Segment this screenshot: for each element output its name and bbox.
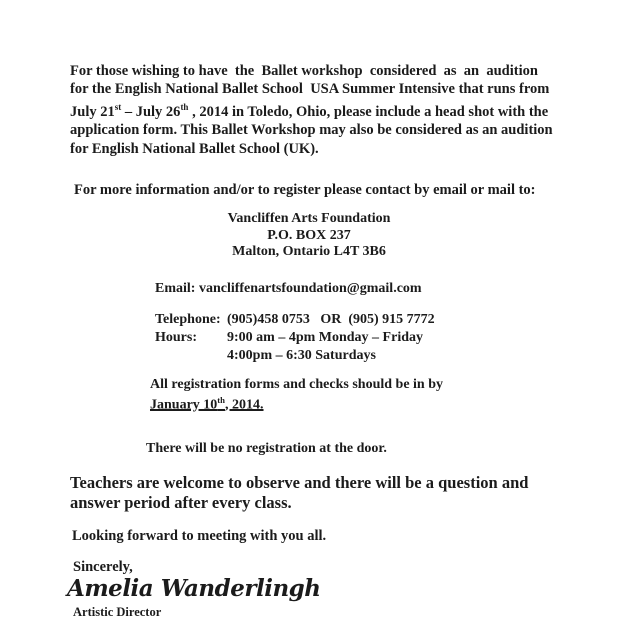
intro-line-3-text-b: – July 26: [121, 104, 181, 121]
po-box-line: P.O. BOX 237: [267, 227, 351, 243]
address-block: [0, 211, 618, 261]
city-line: Malton, Ontario L4T 3B6: [232, 244, 386, 260]
sincerely-line: Sincerely,: [73, 559, 133, 575]
telephone-row: [155, 311, 435, 329]
telephone-numbers: (905)458 0753 OR (905) 915 7772: [227, 312, 435, 327]
hours-label: Hours:: [155, 329, 197, 345]
ordinal-superscript: th: [217, 394, 226, 405]
intro-line-5: for English National Ballet School (UK).: [70, 140, 319, 157]
intro-line-1: For those wishing to have the Ballet workshop considered as an audition: [70, 63, 538, 79]
closing-line: Looking forward to meeting with you all.: [72, 528, 327, 544]
deadline-block: [150, 377, 443, 413]
email-line: Email: vancliffenartsfoundation@gmail.com: [155, 281, 422, 296]
deadline-date-line: [150, 393, 443, 413]
deadline-line: All registration forms and checks should be in by: [150, 377, 443, 392]
intro-line-3-text-c: , 2014 in Toledo, Ohio, please include a head shot with the: [188, 104, 549, 121]
intro-line-3-text-a: July 21: [70, 104, 115, 121]
no-door-registration-line: There will be no registration at the door.: [146, 441, 387, 456]
teachers-paragraph: [70, 473, 528, 512]
artistic-director-line: Artistic Director: [73, 605, 162, 619]
org-name-line: Vancliffen Arts Foundation: [227, 211, 391, 226]
deadline-date-text-a: January 10: [150, 397, 218, 413]
weekday-hours: 9:00 am – 4pm Monday – Friday: [227, 329, 423, 345]
intro-line-4: application form. This Ballet Workshop may also be considered as an audition: [70, 122, 553, 139]
signature-script: Amelia Wanderlingh: [67, 575, 321, 602]
intro-line-3: [70, 98, 553, 121]
saturday-hours: 4:00pm – 6:30 Saturdays: [227, 347, 376, 363]
ordinal-superscript: th: [180, 102, 189, 113]
telephone-label: Telephone:: [155, 312, 221, 327]
hours-row: [155, 329, 435, 347]
teachers-line-1: Teachers are welcome to observe and there will be a question and: [70, 473, 529, 492]
deadline-date-text-b: , 2014.: [225, 397, 264, 413]
phone-hours-block: [155, 311, 435, 364]
teachers-line-2: answer period after every class.: [70, 492, 292, 512]
ordinal-superscript: st: [114, 102, 122, 113]
saturday-hours-row: [155, 347, 435, 365]
intro-paragraph: [70, 62, 553, 158]
intro-line-2: for the English National Ballet School USA Summer Intensive that runs from: [70, 81, 550, 98]
empty-label: [155, 347, 227, 365]
contact-intro-line: For more information and/or to register please contact by email or mail to:: [74, 182, 536, 198]
